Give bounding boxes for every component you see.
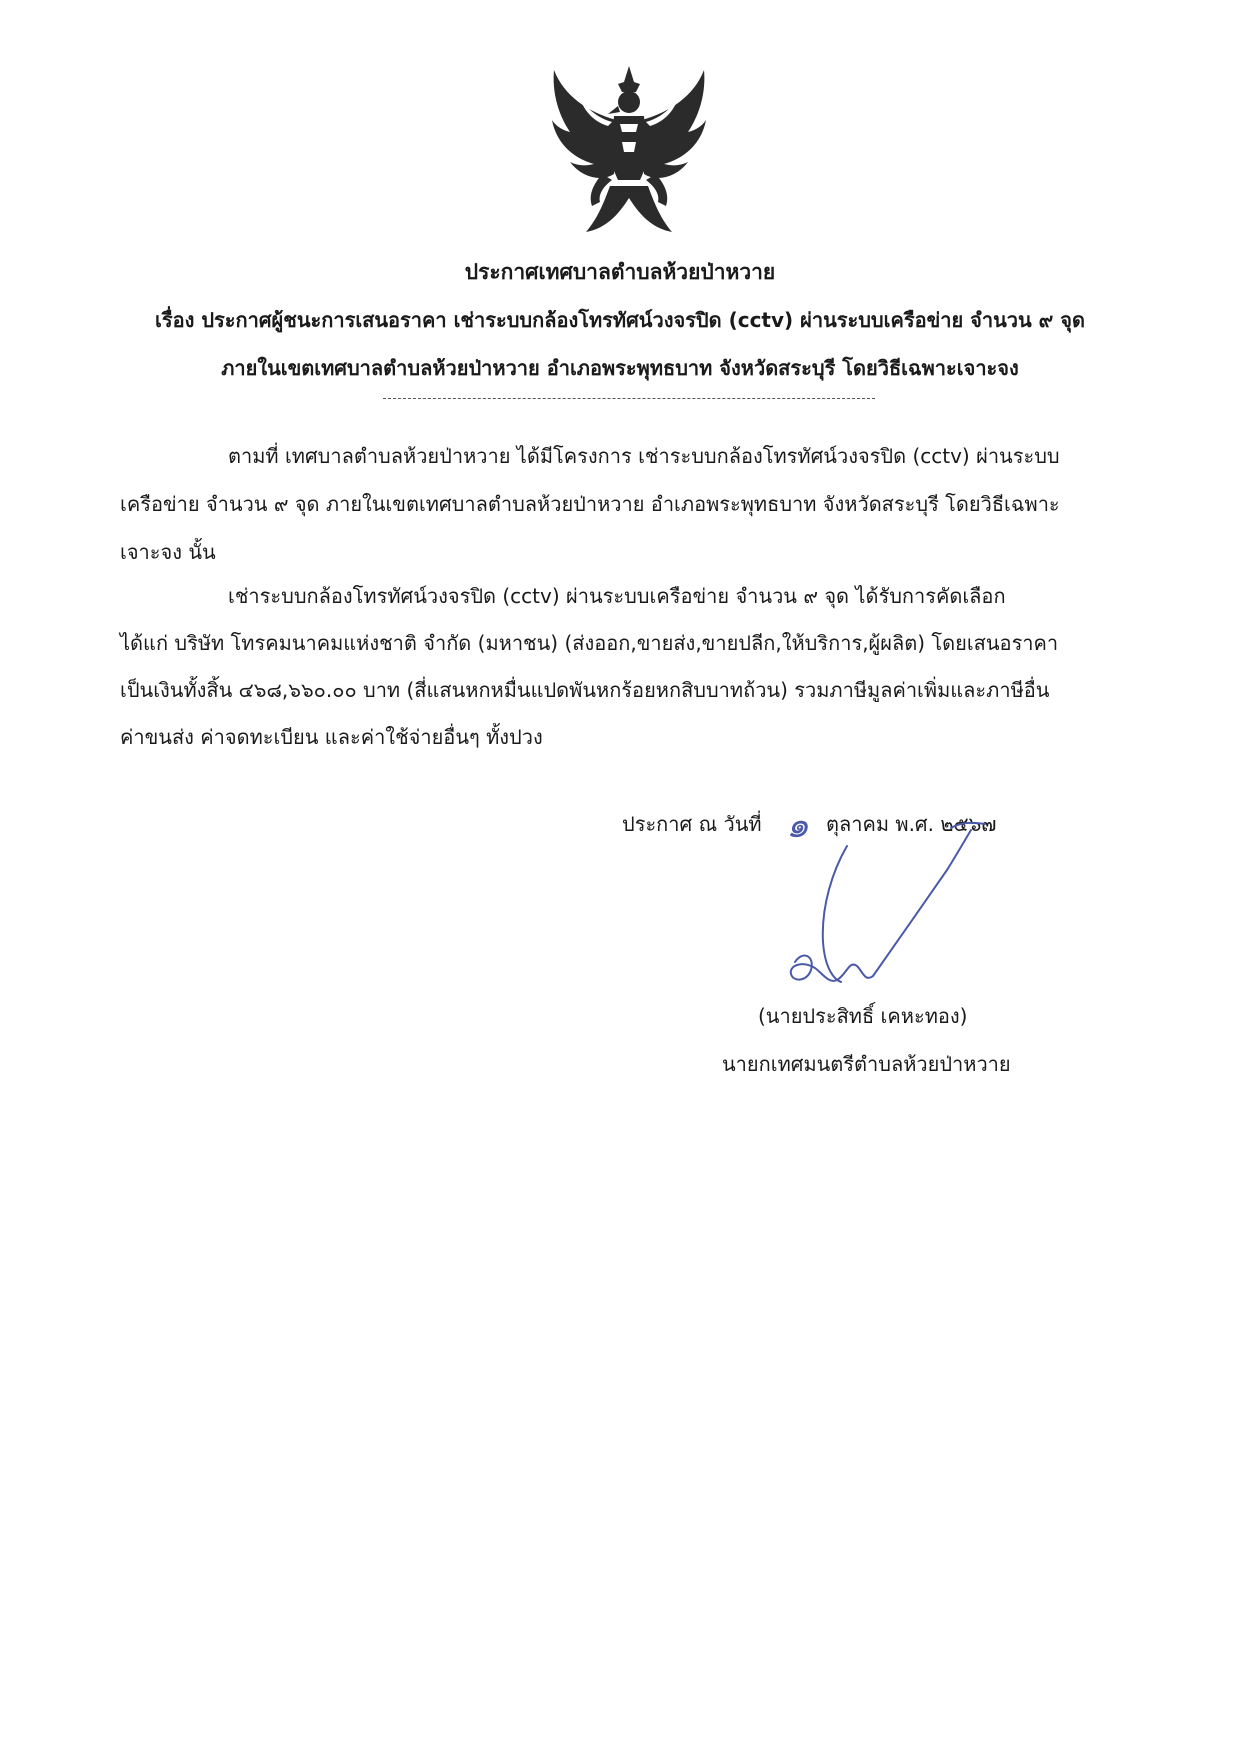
paragraph-2-line-1: เช่าระบบกล้องโทรทัศน์วงจรปิด (cctv) ผ่านระบบเครือข่าย จำนวน ๙ จุด ได้รับการคัดเลือก	[228, 584, 1006, 608]
announcement-prefix: ประกาศ ณ วันที่	[622, 812, 762, 836]
signatory-position: นายกเทศมนตรีตำบลห้วยป่าหวาย	[722, 1052, 1011, 1076]
announcement-month-year: ตุลาคม พ.ศ. ๒๕๖๗	[826, 812, 997, 836]
paragraph-1-line-2: เครือข่าย จำนวน ๙ จุด ภายในเขตเทศบาลตำบลห้วยป่าหวาย อำเภอพระพุทธบาท จังหวัดสระบุรี โดยวิธีเฉพาะ	[120, 492, 1060, 516]
paragraph-2-line-3: เป็นเงินทั้งสิ้น ๔๖๘,๖๖๐.๐๐ บาท (สี่แสนหกหมื่นแปดพันหกร้อยหกสิบบาทถ้วน) รวมภาษีมูลค่าเพิ่มและภาษีอื่น	[120, 678, 1050, 702]
paragraph-2-line-2: ได้แก่ บริษัท โทรคมนาคมแห่งชาติ จำกัด (มหาชน) (ส่งออก,ขายส่ง,ขายปลีก,ให้บริการ,ผู้ผลิต) โดยเสนอราคา	[120, 631, 1059, 655]
subject-line-1: เรื่อง ประกาศผู้ชนะการเสนอราคา เช่าระบบกล้องโทรทัศน์วงจรปิด (cctv) ผ่านระบบเครือข่าย จำนวน ๙ จุด	[155, 308, 1085, 332]
handwritten-day: ๑	[786, 805, 809, 846]
paragraph-1-line-1: ตามที่ เทศบาลตำบลห้วยป่าหวาย ได้มีโครงการ เช่าระบบกล้องโทรทัศน์วงจรปิด (cctv) ผ่านระบบ	[228, 444, 1060, 468]
signatory-name: (นายประสิทธิ์ เคหะทอง)	[758, 1004, 968, 1028]
garuda-emblem-icon	[548, 62, 710, 240]
subject-line-2: ภายในเขตเทศบาลตำบลห้วยป่าหวาย อำเภอพระพุทธบาท จังหวัดสระบุรี โดยวิธีเฉพาะเจาะจง	[221, 356, 1019, 380]
header-divider	[383, 398, 875, 399]
paragraph-2-line-4: ค่าขนส่ง ค่าจดทะเบียน และค่าใช้จ่ายอื่นๆ ทั้งปวง	[120, 725, 543, 749]
handwritten-signature	[775, 810, 1035, 1010]
organization-title: ประกาศเทศบาลตำบลห้วยป่าหวาย	[464, 260, 776, 284]
paragraph-1-line-3: เจาะจง นั้น	[120, 540, 216, 564]
